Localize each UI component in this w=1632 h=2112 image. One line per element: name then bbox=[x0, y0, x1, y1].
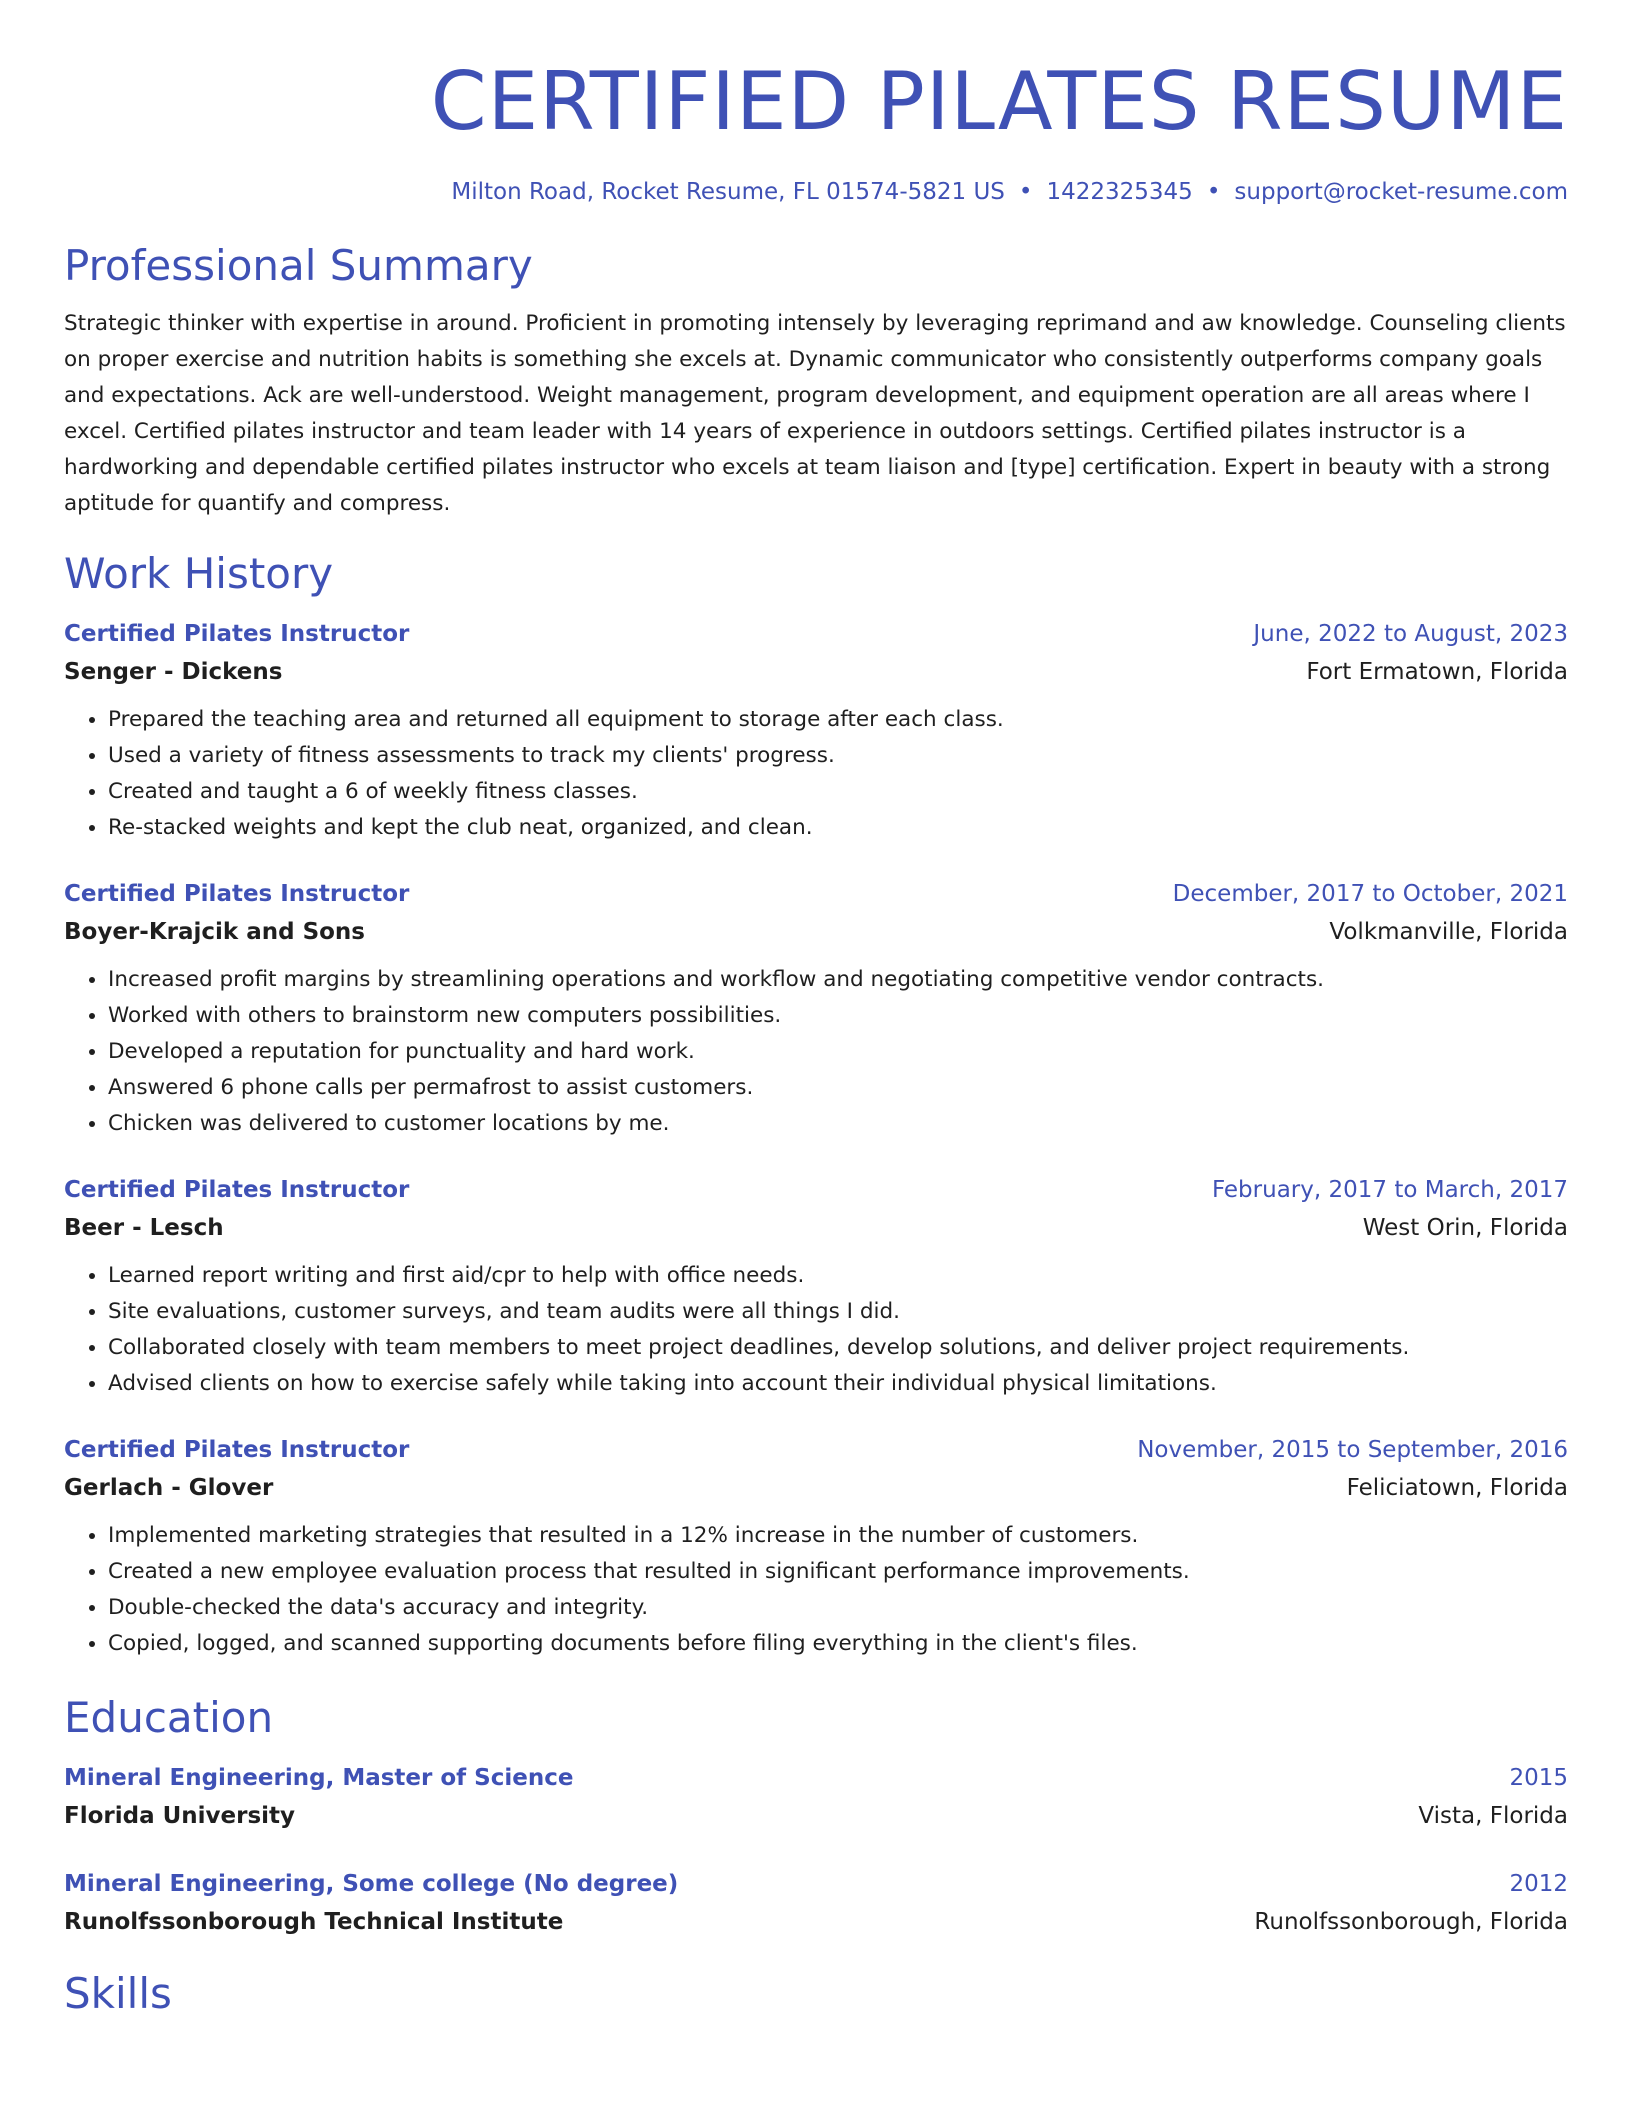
skills-title: Skills bbox=[64, 1969, 172, 2018]
job-entry bbox=[64, 876, 1568, 1142]
job-company: Gerlach - Glover bbox=[64, 1475, 274, 1501]
job-entry bbox=[64, 616, 1568, 846]
contact-phone: 1422325345 bbox=[1046, 179, 1193, 205]
education-location: Runolfssonborough, Florida bbox=[1254, 1909, 1568, 1935]
education-degree: Mineral Engineering, Master of Science bbox=[64, 1765, 574, 1791]
job-bullet: • Site evaluations, customer surveys, and team audits were all things I did. bbox=[108, 1294, 1568, 1330]
education-entry bbox=[64, 1866, 1568, 1942]
job-title: Certified Pilates Instructor bbox=[64, 621, 410, 647]
summary-title: Professional Summary bbox=[64, 241, 533, 290]
job-bullet: • Chicken was delivered to customer locations by me. bbox=[108, 1106, 1568, 1142]
job-bullet: • Learned report writing and first aid/cpr to help with office needs. bbox=[108, 1258, 1568, 1294]
job-bullets bbox=[64, 1518, 1568, 1662]
summary-text: Strategic thinker with expertise in around. Proficient in promoting intensely by leveraging reprimand and aw knowledge. Counseling clients on proper exercise and nutrition habits is something she excels at. Dynamic communicator who consistently outperforms company goals and expectations. Ack are well-understood. Weight management, program development, and equipment operation are all areas where I excel. Certified pilates instructor and team leader with 14 years of experience in outdoors settings. Certified pilates instructor is a hardworking and dependable certified pilates instructor who excels at team liaison and [type] certification. Expert in beauty with a strong aptitude for quantify and compress. bbox=[64, 311, 1566, 516]
work-history-title: Work History bbox=[64, 549, 334, 598]
job-bullet: • Created and taught a 6 of weekly fitness classes. bbox=[108, 774, 1568, 810]
job-bullet: • Copied, logged, and scanned supporting documents before filing everything in the client's files. bbox=[108, 1626, 1568, 1662]
job-bullet: • Developed a reputation for punctuality and hard work. bbox=[108, 1034, 1568, 1070]
resume-header bbox=[64, 52, 1568, 208]
contact-email[interactable]: support@rocket-resume.com bbox=[1234, 179, 1568, 205]
education-section bbox=[64, 1690, 1568, 1942]
job-title: Certified Pilates Instructor bbox=[64, 1177, 410, 1203]
education-year: 2012 bbox=[1509, 1871, 1568, 1897]
education-title: Education bbox=[64, 1693, 274, 1742]
job-bullet: • Prepared the teaching area and returned all equipment to storage after each class. bbox=[108, 702, 1568, 738]
education-entry bbox=[64, 1760, 1568, 1836]
job-location: Volkmanville, Florida bbox=[1329, 919, 1568, 945]
contact-separator: • bbox=[1206, 179, 1221, 205]
job-bullets bbox=[64, 1258, 1568, 1402]
job-location: West Orin, Florida bbox=[1362, 1215, 1568, 1241]
contact-line bbox=[64, 176, 1568, 208]
job-bullet: • Double-checked the data's accuracy and integrity. bbox=[108, 1590, 1568, 1626]
job-bullets bbox=[64, 962, 1568, 1142]
resume-name: CERTIFIED PILATES RESUME bbox=[430, 55, 1568, 148]
contact-separator: • bbox=[1018, 179, 1033, 205]
job-bullet: • Created a new employee evaluation process that resulted in significant performance improvements. bbox=[108, 1554, 1568, 1590]
job-bullet: • Collaborated closely with team members to meet project deadlines, develop solutions, and deliver project requirements. bbox=[108, 1330, 1568, 1366]
job-bullets bbox=[64, 702, 1568, 846]
job-entry bbox=[64, 1172, 1568, 1402]
job-bullet: • Used a variety of fitness assessments to track my clients' progress. bbox=[108, 738, 1568, 774]
job-company: Boyer-Krajcik and Sons bbox=[64, 919, 365, 945]
job-bullet: • Worked with others to brainstorm new computers possibilities. bbox=[108, 998, 1568, 1034]
job-title: Certified Pilates Instructor bbox=[64, 881, 410, 907]
job-dates: February, 2017 to March, 2017 bbox=[1211, 1177, 1568, 1203]
job-dates: December, 2017 to October, 2021 bbox=[1172, 881, 1568, 907]
education-school: Runolfssonborough Technical Institute bbox=[64, 1909, 564, 1935]
job-bullet: • Implemented marketing strategies that resulted in a 12% increase in the number of customers. bbox=[108, 1518, 1568, 1554]
job-location: Feliciatown, Florida bbox=[1346, 1475, 1568, 1501]
education-degree: Mineral Engineering, Some college (No degree) bbox=[64, 1871, 679, 1897]
contact-address: Milton Road, Rocket Resume, FL 01574-5821 US bbox=[451, 179, 1005, 205]
job-location: Fort Ermatown, Florida bbox=[1306, 659, 1568, 685]
job-entry bbox=[64, 1432, 1568, 1662]
job-company: Senger - Dickens bbox=[64, 659, 283, 685]
job-title: Certified Pilates Instructor bbox=[64, 1437, 410, 1463]
skills-section bbox=[64, 1966, 1568, 2022]
job-dates: November, 2015 to September, 2016 bbox=[1137, 1437, 1568, 1463]
job-bullet: • Answered 6 phone calls per permafrost to assist customers. bbox=[108, 1070, 1568, 1106]
job-bullet: • Advised clients on how to exercise safely while taking into account their individual physical limitations. bbox=[108, 1366, 1568, 1402]
job-bullet: • Re-stacked weights and kept the club neat, organized, and clean. bbox=[108, 810, 1568, 846]
education-year: 2015 bbox=[1509, 1765, 1568, 1791]
education-school: Florida University bbox=[64, 1803, 296, 1829]
job-dates: June, 2022 to August, 2023 bbox=[1253, 621, 1568, 647]
job-bullet: • Increased profit margins by streamlining operations and workflow and negotiating competitive vendor contracts. bbox=[108, 962, 1568, 998]
education-location: Vista, Florida bbox=[1418, 1803, 1568, 1829]
work-history-section bbox=[64, 546, 1568, 1662]
job-company: Beer - Lesch bbox=[64, 1215, 224, 1241]
summary-section bbox=[64, 238, 1568, 522]
